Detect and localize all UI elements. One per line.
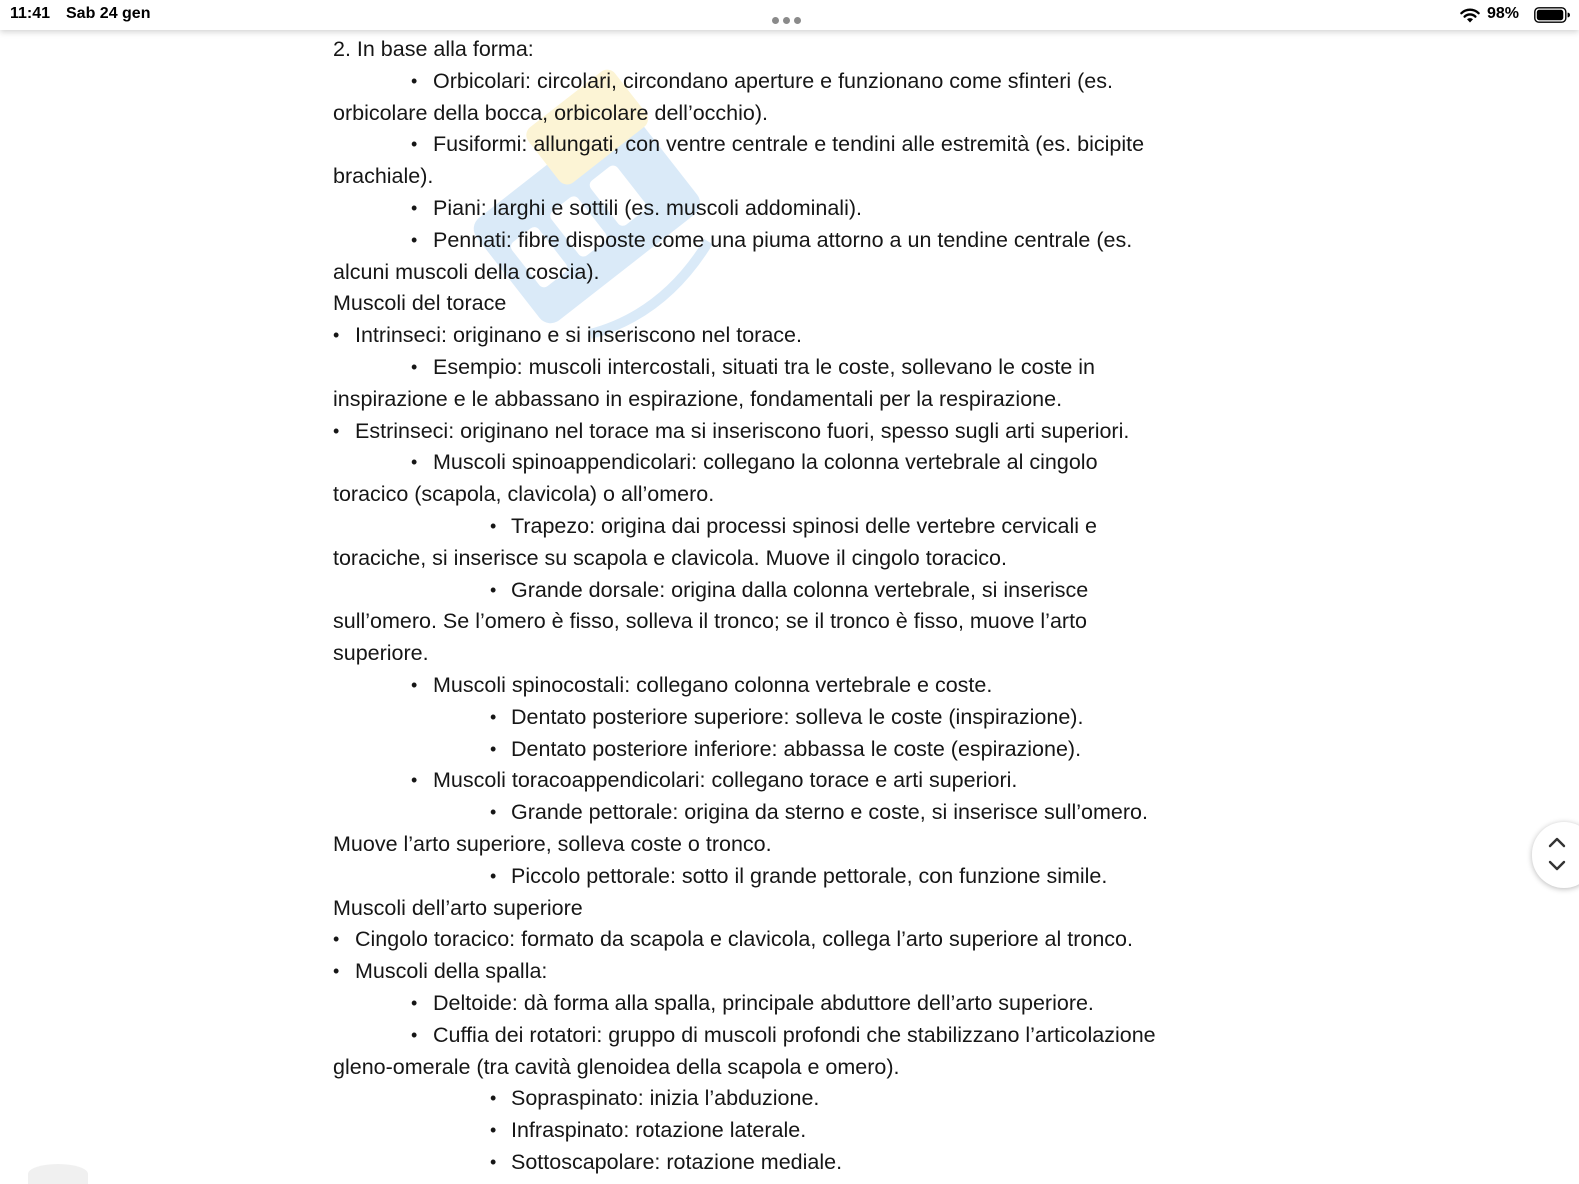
- chevron-down-icon[interactable]: [1548, 860, 1566, 872]
- bullet-icon: •: [411, 452, 418, 473]
- list-item: [333, 1020, 1253, 1052]
- line-text: Piccolo pettorale: sotto il grande pettorale, con funzione simile.: [511, 863, 1108, 888]
- text-line: [333, 384, 1253, 416]
- line-text: Muscoli toracoappendicolari: collegano torace e arti superiori.: [433, 768, 1018, 793]
- list-item: [333, 1115, 1253, 1147]
- battery-icon: [1534, 7, 1570, 23]
- text-line: [333, 161, 1253, 193]
- list-item: [333, 861, 1253, 893]
- line-text: Cuffia dei rotatori: gruppo di muscoli profondi che stabilizzano l’articolazione: [433, 1022, 1156, 1047]
- line-text: Cingolo toracico: formato da scapola e clavicola, collega l’arto superiore al tronco.: [355, 927, 1133, 952]
- line-text: toraciche, si inserisce su scapola e clavicola. Muove il cingolo toracico.: [333, 545, 1007, 570]
- numbered-heading: [333, 34, 1253, 66]
- bullet-icon: •: [490, 706, 497, 727]
- text-line: [333, 543, 1253, 575]
- bullet-icon: •: [333, 961, 340, 982]
- list-item: [333, 193, 1253, 225]
- list-item: [333, 129, 1253, 161]
- status-time: 11:41: [10, 5, 51, 22]
- line-text: superiore.: [333, 641, 429, 666]
- line-text: Pennati: fibre disposte come una piuma attorno a un tendine centrale (es.: [433, 227, 1133, 252]
- bullet-icon: •: [411, 674, 418, 695]
- line-text: Trapezo: origina dai processi spinosi delle vertebre cervicali e: [511, 513, 1097, 538]
- line-text: sull’omero. Se l’omero è fisso, solleva il tronco; se il tronco è fisso, muove l’arto: [333, 609, 1088, 634]
- list-item: [333, 352, 1253, 384]
- line-text: Dentato posteriore inferiore: abbassa le coste (espirazione).: [511, 736, 1082, 761]
- line-text: Grande pettorale: origina da sterno e coste, si inserisce sull’omero.: [511, 800, 1148, 825]
- bullet-icon: •: [490, 865, 497, 886]
- bullet-icon: •: [411, 229, 418, 250]
- bullet-icon: •: [333, 420, 340, 441]
- home-indicator-shadow: [28, 1164, 88, 1184]
- list-item: [333, 670, 1253, 702]
- text-line: [333, 257, 1253, 289]
- list-item: [333, 956, 1253, 988]
- bullet-icon: •: [411, 1024, 418, 1045]
- bullet-icon: •: [490, 802, 497, 823]
- list-item: [333, 765, 1253, 797]
- list-item: [333, 924, 1253, 956]
- line-text: inspirazione e le abbassano in espirazione, fondamentali per la respirazione.: [333, 386, 1063, 411]
- list-item: [333, 1147, 1253, 1179]
- bullet-icon: •: [490, 515, 497, 536]
- text-line: [333, 829, 1253, 861]
- list-item: [333, 1083, 1253, 1115]
- list-item: [333, 511, 1253, 543]
- status-date: Sab 24 gen: [66, 5, 151, 22]
- line-text: Sottoscapolare: rotazione mediale.: [511, 1149, 843, 1174]
- bullet-icon: •: [490, 1151, 497, 1172]
- text-line: [333, 606, 1253, 638]
- section-heading: [333, 893, 1253, 925]
- bullet-icon: •: [411, 134, 418, 155]
- line-text: Grande dorsale: origina dalla colonna vertebrale, si inserisce: [511, 577, 1089, 602]
- bullet-icon: •: [411, 197, 418, 218]
- bullet-icon: •: [333, 929, 340, 950]
- line-text: Muscoli della spalla:: [355, 959, 548, 984]
- line-text: Intrinseci: originano e si inseriscono nel torace.: [355, 323, 802, 348]
- wifi-icon: [1459, 6, 1481, 24]
- list-item: [333, 225, 1253, 257]
- line-text: Muscoli dell’arto superiore: [333, 895, 583, 920]
- text-line: [333, 1052, 1253, 1084]
- line-text: Muscoli del torace: [333, 291, 507, 316]
- line-text: Sopraspinato: inizia l’abduzione.: [511, 1086, 820, 1111]
- list-item: [333, 575, 1253, 607]
- line-text: Esempio: muscoli intercostali, situati tra le coste, sollevano le coste in: [433, 354, 1096, 379]
- text-line: [333, 638, 1253, 670]
- status-bar: [0, 0, 1579, 30]
- bullet-icon: •: [411, 770, 418, 791]
- bullet-icon: •: [490, 579, 497, 600]
- line-text: Estrinseci: originano nel torace ma si inseriscono fuori, spesso sugli arti superiori.: [355, 418, 1130, 443]
- list-item: [333, 797, 1253, 829]
- line-text: Dentato posteriore superiore: solleva le coste (inspirazione).: [511, 704, 1084, 729]
- section-heading: [333, 288, 1253, 320]
- bullet-icon: •: [333, 325, 340, 346]
- more-dots-icon[interactable]: [772, 11, 808, 19]
- list-item: [333, 702, 1253, 734]
- line-text: Muove l’arto superiore, solleva coste o tronco.: [333, 831, 772, 856]
- list-item: [333, 734, 1253, 766]
- line-text: Muscoli spinoappendicolari: collegano la colonna vertebrale al cingolo: [433, 450, 1098, 475]
- bullet-icon: •: [490, 1120, 497, 1141]
- page-scroll-control[interactable]: [1532, 822, 1579, 888]
- line-text: Infraspinato: rotazione laterale.: [511, 1118, 807, 1143]
- bullet-icon: •: [411, 992, 418, 1013]
- line-text: toracico (scapola, clavicola) o all’omero.: [333, 482, 715, 507]
- bullet-icon: •: [490, 738, 497, 759]
- battery-percent: 98%: [1487, 5, 1520, 22]
- line-text: alcuni muscoli della coscia).: [333, 259, 600, 284]
- list-item: [333, 416, 1253, 448]
- bullet-icon: •: [411, 70, 418, 91]
- line-text: Orbicolari: circolari, circondano aperture e funzionano come sfinteri (es.: [433, 68, 1113, 93]
- list-item: [333, 447, 1253, 479]
- list-item: [333, 66, 1253, 98]
- document-page: [333, 34, 1253, 1179]
- list-item: [333, 988, 1253, 1020]
- line-text: Muscoli spinocostali: collegano colonna vertebrale e coste.: [433, 672, 993, 697]
- line-text: 2. In base alla forma:: [333, 37, 534, 61]
- bullet-icon: •: [490, 1088, 497, 1109]
- list-item: [333, 320, 1253, 352]
- line-text: Piani: larghi e sottili (es. muscoli addominali).: [433, 195, 862, 220]
- line-text: Fusiformi: allungati, con ventre centrale e tendini alle estremità (es. bicipite: [433, 132, 1145, 157]
- line-text: gleno-omerale (tra cavità glenoidea della scapola e omero).: [333, 1054, 900, 1079]
- line-text: Deltoide: dà forma alla spalla, principale abduttore dell’arto superiore.: [433, 990, 1094, 1015]
- line-text: orbicolare della bocca, orbicolare dell’occhio).: [333, 100, 769, 125]
- bullet-icon: •: [411, 356, 418, 377]
- text-line: [333, 479, 1253, 511]
- text-line: [333, 98, 1253, 130]
- line-text: brachiale).: [333, 164, 434, 189]
- chevron-up-icon[interactable]: [1548, 836, 1566, 848]
